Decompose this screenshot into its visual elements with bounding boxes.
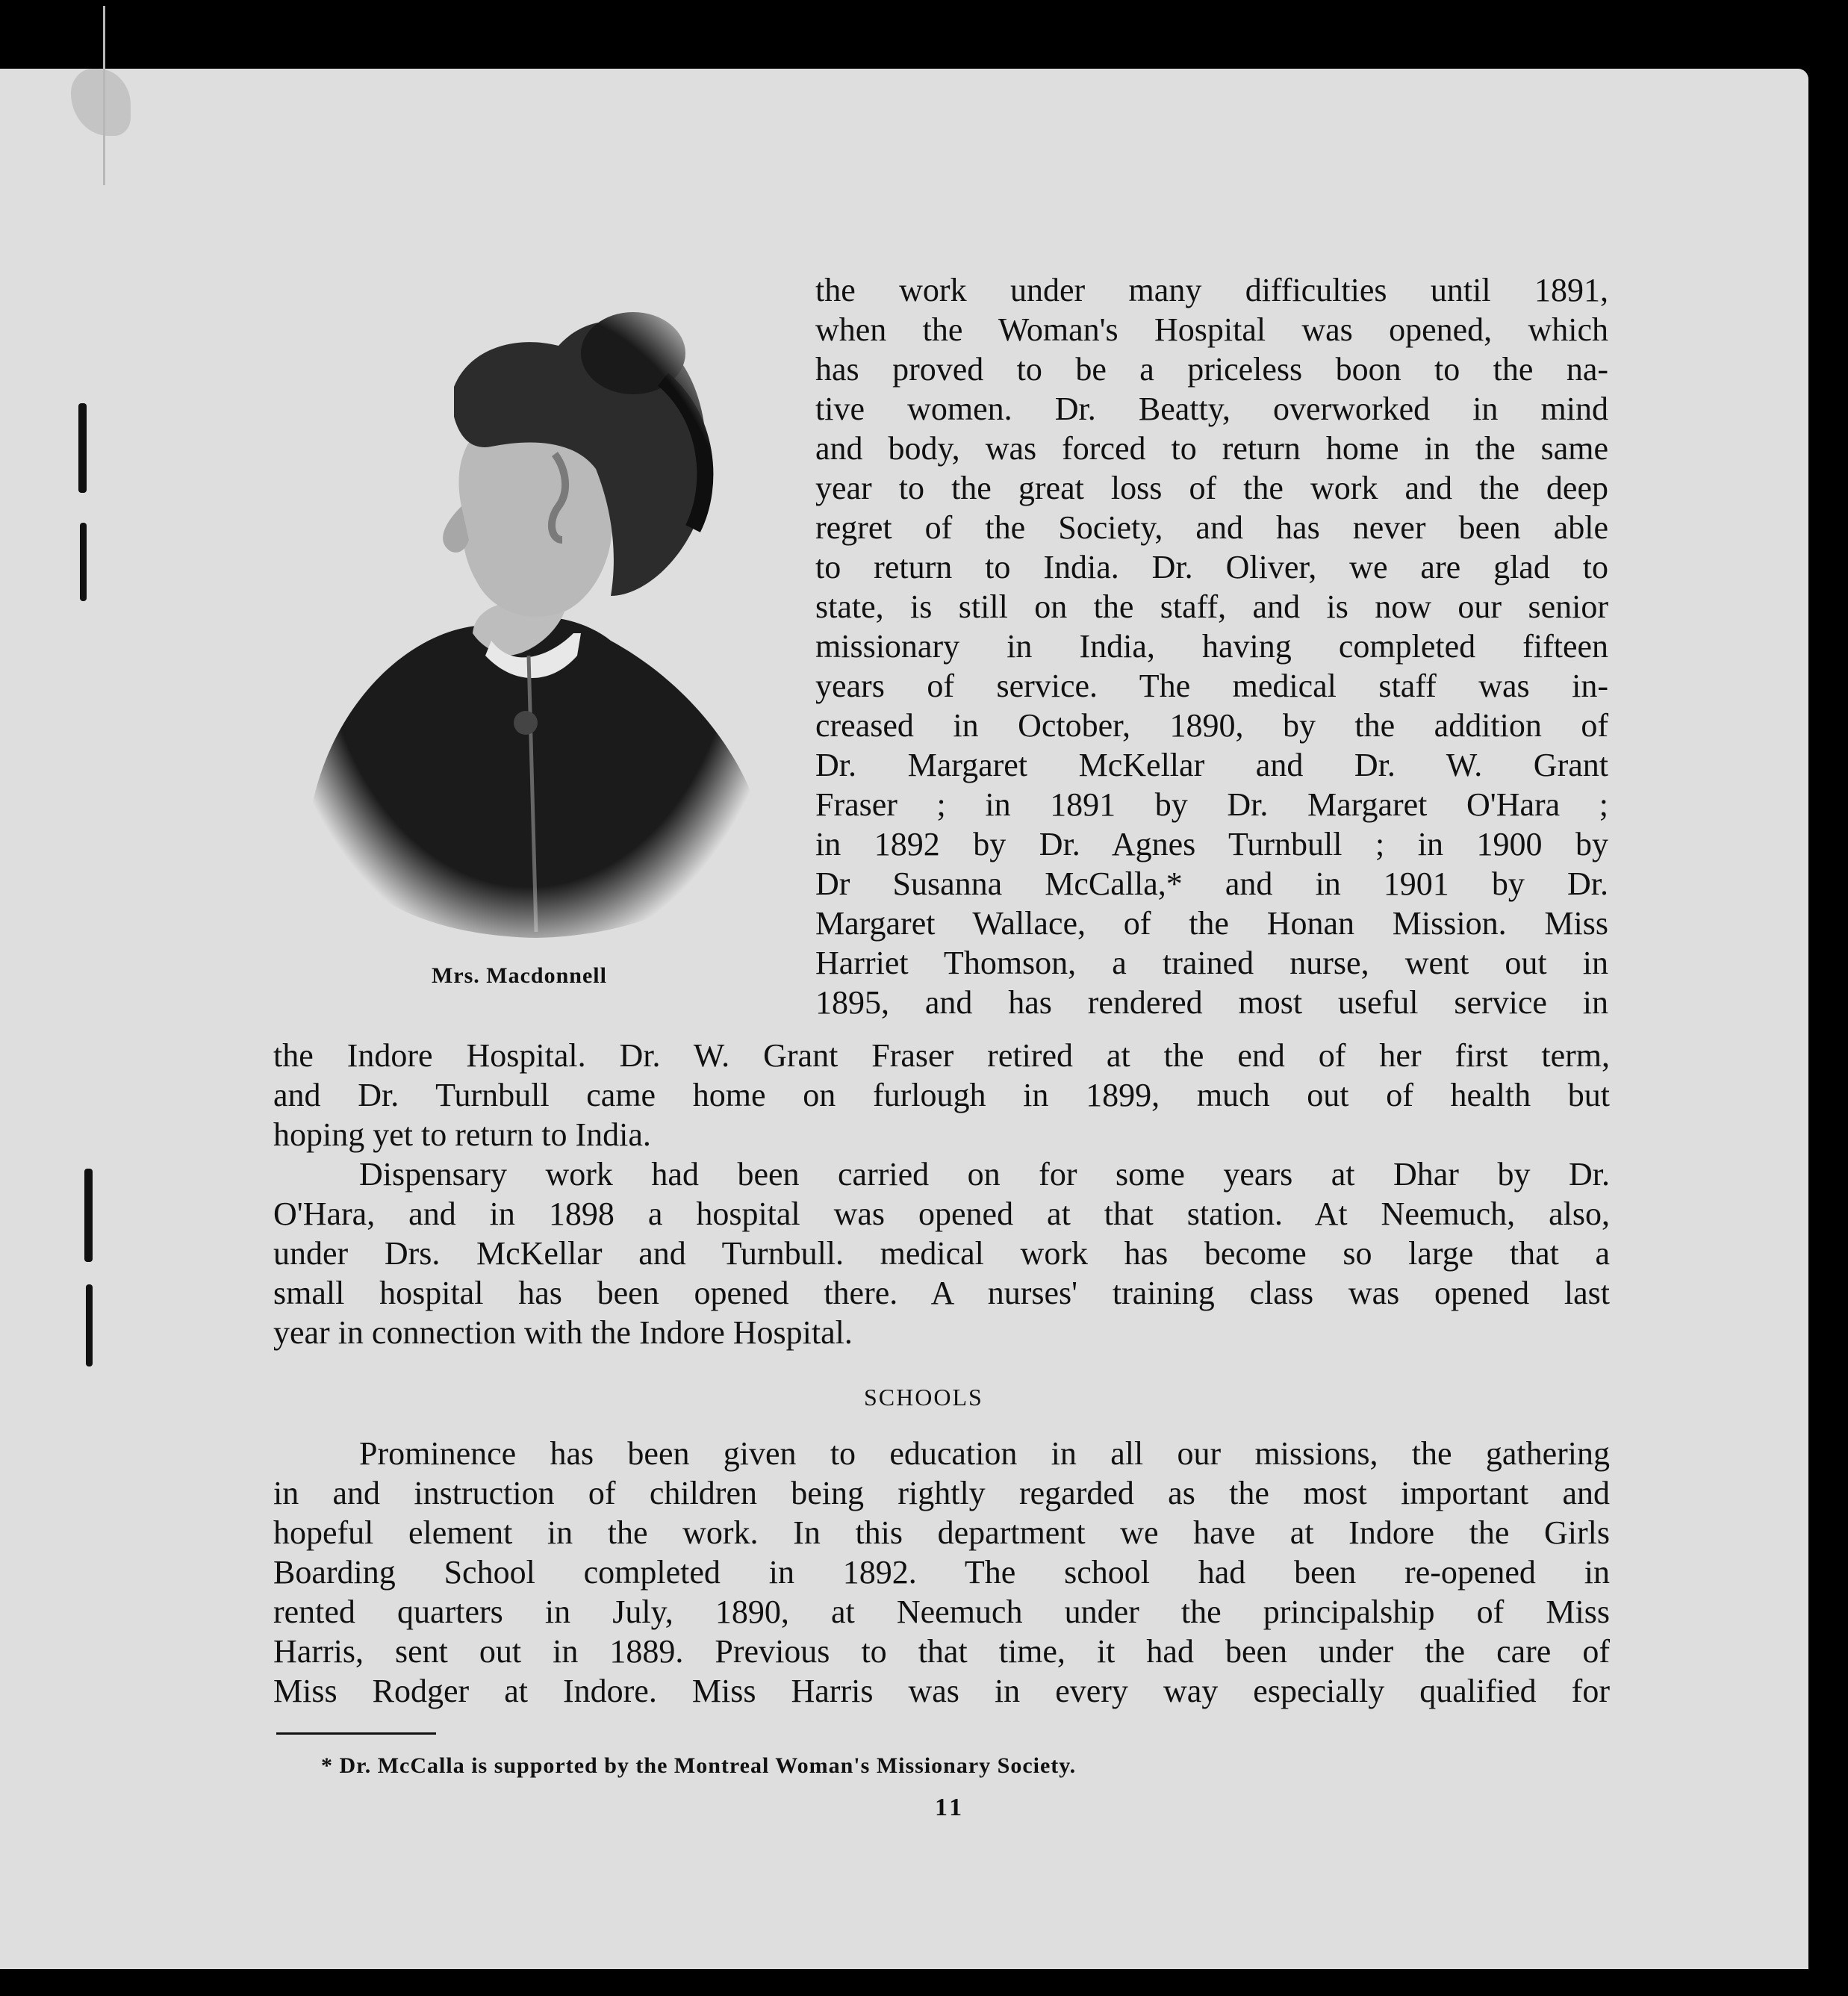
fold-line: [103, 6, 105, 185]
text-line: has proved to be a priceless boon to the na-: [815, 351, 1608, 388]
binding-mark: [80, 523, 87, 601]
text-line: rented quarters in July, 1890, at Neemuch under the principalship of Miss: [273, 1594, 1610, 1630]
text-line: state, is still on the staff, and is now our senior: [815, 588, 1608, 625]
text-line: O'Hara, and in 1898 a hospital was opened at that station. At Neemuch, also,: [273, 1196, 1610, 1232]
binding-mark: [86, 1284, 93, 1367]
text-line: year in connection with the Indore Hospital.: [273, 1314, 853, 1351]
text-line: the work under many difficulties until 1891,: [815, 272, 1608, 308]
schools-paragraph: [273, 1434, 1610, 1711]
text-line: tive women. Dr. Beatty, overworked in mind: [815, 391, 1608, 427]
portrait-caption: Mrs. Macdonnell: [432, 963, 607, 988]
text-line: year to the great loss of the work and the deep: [815, 470, 1608, 506]
text-line: 1895, and has rendered most useful service in: [815, 984, 1608, 1021]
text-line: to return to India. Dr. Oliver, we are glad to: [815, 549, 1608, 585]
text-line: regret of the Society, and has never been able: [815, 509, 1608, 546]
intro-paragraph: [815, 270, 1608, 1022]
portrait-image: [290, 282, 768, 939]
page-number: 11: [935, 1794, 965, 1821]
binding-mark: [84, 1169, 93, 1262]
text-line: Boarding School completed in 1892. The school had been re-opened in: [273, 1554, 1610, 1591]
text-line: Harris, sent out in 1889. Previous to that time, it had been under the care of: [273, 1633, 1610, 1670]
binding-mark: [78, 403, 87, 493]
text-line: small hospital has been opened there. A nurses' training class was opened last: [273, 1275, 1610, 1311]
footnote-rule: [276, 1732, 436, 1735]
text-line: Prominence has been given to education in all our missions, the gathering: [359, 1435, 1610, 1472]
medical-paragraph: [273, 1036, 1610, 1352]
text-line: Dr Susanna McCalla,* and in 1901 by Dr.: [815, 865, 1608, 902]
text-line: creased in October, 1890, by the addition of: [815, 707, 1608, 744]
text-line: Dispensary work had been carried on for some years at Dhar by Dr.: [359, 1156, 1610, 1193]
text-line: in 1892 by Dr. Agnes Turnbull ; in 1900 by: [815, 826, 1608, 862]
text-line: hopeful element in the work. In this department we have at Indore the Girls: [273, 1514, 1610, 1551]
footnote: * Dr. McCalla is supported by the Montreal Woman's Missionary Society.: [321, 1753, 1077, 1778]
text-line: the Indore Hospital. Dr. W. Grant Fraser retired at the end of her first term,: [273, 1037, 1610, 1074]
text-line: in and instruction of children being rightly regarded as the most important and: [273, 1475, 1610, 1511]
text-line: hoping yet to return to India.: [273, 1116, 651, 1153]
text-line: Harriet Thomson, a trained nurse, went out in: [815, 945, 1608, 981]
section-heading: SCHOOLS: [864, 1384, 983, 1411]
text-line: missionary in India, having completed fifteen: [815, 628, 1608, 665]
text-line: Margaret Wallace, of the Honan Mission. Miss: [815, 905, 1608, 942]
text-line: and Dr. Turnbull came home on furlough in 1899, much out of health but: [273, 1077, 1610, 1113]
text-line: Dr. Margaret McKellar and Dr. W. Grant: [815, 747, 1608, 783]
text-line: and body, was forced to return home in the same: [815, 430, 1608, 467]
page-tear: [71, 69, 131, 136]
text-line: when the Woman's Hospital was opened, which: [815, 311, 1608, 348]
text-line: under Drs. McKellar and Turnbull. medical work has become so large that a: [273, 1235, 1610, 1272]
text-line: Miss Rodger at Indore. Miss Harris was in every way especially qualified for: [273, 1673, 1610, 1709]
text-line: years of service. The medical staff was in-: [815, 668, 1608, 704]
text-line: Fraser ; in 1891 by Dr. Margaret O'Hara ;: [815, 786, 1608, 823]
